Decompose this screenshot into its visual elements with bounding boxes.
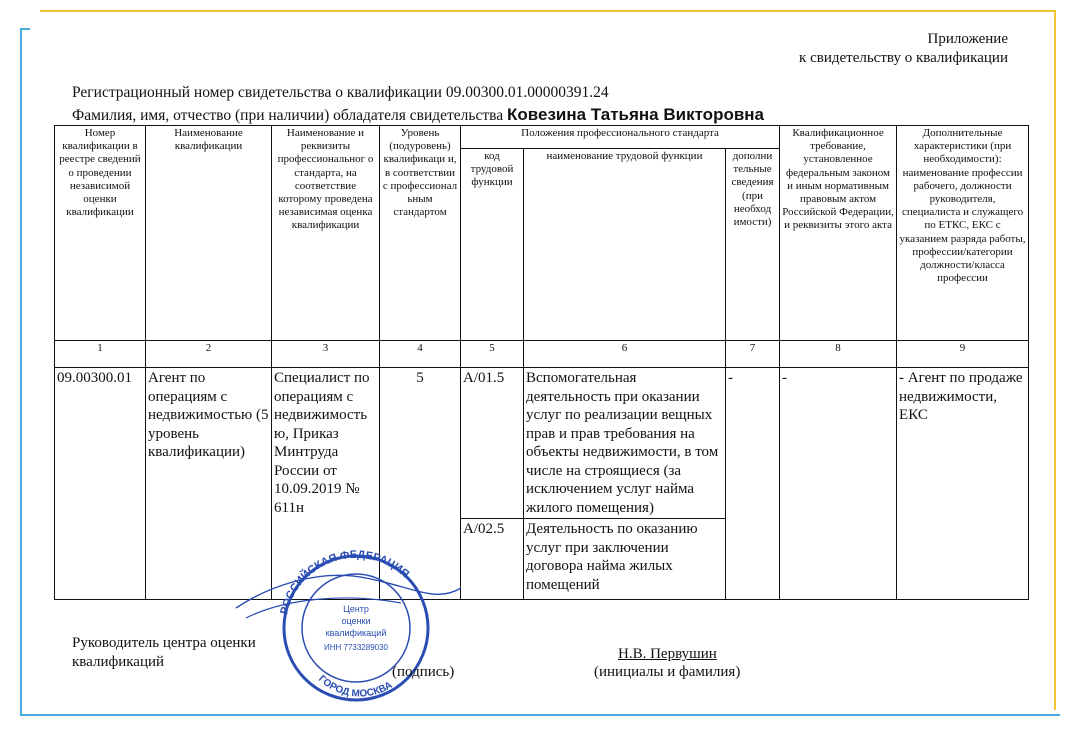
- decorative-frame-corner: [20, 28, 30, 30]
- column-number: 6: [524, 341, 726, 368]
- cell-function-name: Деятельность по оказанию услуг при заключении договора найма жилых помещений: [524, 519, 726, 600]
- signature-label: (подпись): [392, 664, 455, 680]
- column-number: 5: [461, 341, 524, 368]
- header-col-7: дополни тельные сведения (при необход имости): [726, 149, 780, 341]
- header-col-2: Наименование квалификации: [146, 126, 272, 341]
- column-number: 4: [380, 341, 461, 368]
- signer-name: Н.В. Первушин: [618, 646, 717, 662]
- header-group: Положения профессионального стандарта: [461, 126, 780, 149]
- cell-level: 5: [380, 368, 461, 600]
- cell-additional-info: -: [726, 368, 780, 600]
- header-col-3: Наименование и реквизиты профессиональног о стандарта, на соответствие которому проведена независимая оценка квалификации: [272, 126, 380, 341]
- stamp-outer-text: РОССИЙСКАЯ ФЕДЕРАЦИЯ: [278, 548, 412, 616]
- registration-label: Регистрационный номер свидетельства о квалификации: [72, 84, 442, 101]
- holder-line: [72, 105, 764, 125]
- cell-standard: Специалист по операциям с недвижимость ю, Приказ Минтруда России от 10.09.2019 № 611н: [272, 368, 380, 600]
- header-col-1: Номер квалификации в реестре сведений о проведении независимой оценки квалификации: [55, 126, 146, 341]
- stamp-line-1: Центр: [343, 604, 369, 614]
- decorative-frame-right: [1054, 10, 1056, 710]
- holder-name: Ковезина Татьяна Викторовна: [507, 105, 765, 124]
- stamp-seal: [226, 548, 466, 718]
- stamp-inn: ИНН 7733289030: [323, 643, 389, 652]
- decorative-frame-left: [20, 28, 22, 716]
- column-number: 3: [272, 341, 380, 368]
- cell-qualification-number: 09.00300.01: [55, 368, 146, 600]
- holder-label: Фамилия, имя, отчество (при наличии) обладателя свидетельства: [72, 107, 504, 124]
- decorative-frame-bottom: [20, 714, 1060, 716]
- column-number: 1: [55, 341, 146, 368]
- header-col-5: код трудовой функции: [461, 149, 524, 341]
- stamp-line-3: квалификаций: [325, 628, 387, 638]
- cell-requirement: -: [780, 368, 897, 600]
- qualification-table: [54, 125, 1029, 600]
- cell-qualification-name: Агент по операциям с недвижимостью (5 уровень квалификации): [146, 368, 272, 600]
- registration-number: 09.00300.01.00000391.24: [445, 84, 609, 101]
- cell-function-name: Вспомогательная деятельность при оказании услуг по реализации вещных прав и прав требования на объекты недвижимости, в том числе на строящиеся (за исключением услуг найма жилого помещения): [524, 368, 726, 519]
- registration-line: [72, 84, 609, 102]
- header-row-1: [55, 126, 1029, 149]
- decorative-frame-top: [40, 10, 1056, 12]
- appendix-heading: [799, 30, 1008, 68]
- column-number: 7: [726, 341, 780, 368]
- cell-function-code: А/02.5: [461, 519, 524, 600]
- header-col-8: Квалификационное требование, установленное федеральным законом и иным нормативным правовым актом Российской Федерации, и реквизиты этого акта: [780, 126, 897, 341]
- signer-position: Руководитель центра оценки квалификаций: [72, 635, 256, 670]
- cell-characteristics: - Агент по продаже недвижимости, ЕКС: [897, 368, 1029, 600]
- header-col-9: Дополнительные характеристики (при необходимости): наименование профессии рабочего, должности руководителя, специалиста и служащего по ЕТКС, ЕКС с указанием разряда работы, профессии/категории должности/класса профессии: [897, 126, 1029, 341]
- header-col-6: наименование трудовой функции: [524, 149, 726, 341]
- appendix-line-2: к свидетельству о квалификации: [799, 50, 1008, 66]
- signer-name-caption: (инициалы и фамилия): [594, 664, 741, 680]
- appendix-line-1: Приложение: [927, 31, 1008, 47]
- stamp-city-text: ГОРОД МОСКВА: [316, 673, 395, 700]
- signature-stroke: [246, 598, 401, 618]
- header-col-4: Уровень (подуровень) квалификаци и, в соответствии с профессионал ьным стандартом: [380, 126, 461, 341]
- stamp-line-2: оценки: [341, 616, 371, 626]
- column-numbers-row: [55, 341, 1029, 368]
- column-number: 2: [146, 341, 272, 368]
- column-number: 8: [780, 341, 897, 368]
- table-row: [55, 368, 1029, 519]
- column-number: 9: [897, 341, 1029, 368]
- cell-function-code: А/01.5: [461, 368, 524, 519]
